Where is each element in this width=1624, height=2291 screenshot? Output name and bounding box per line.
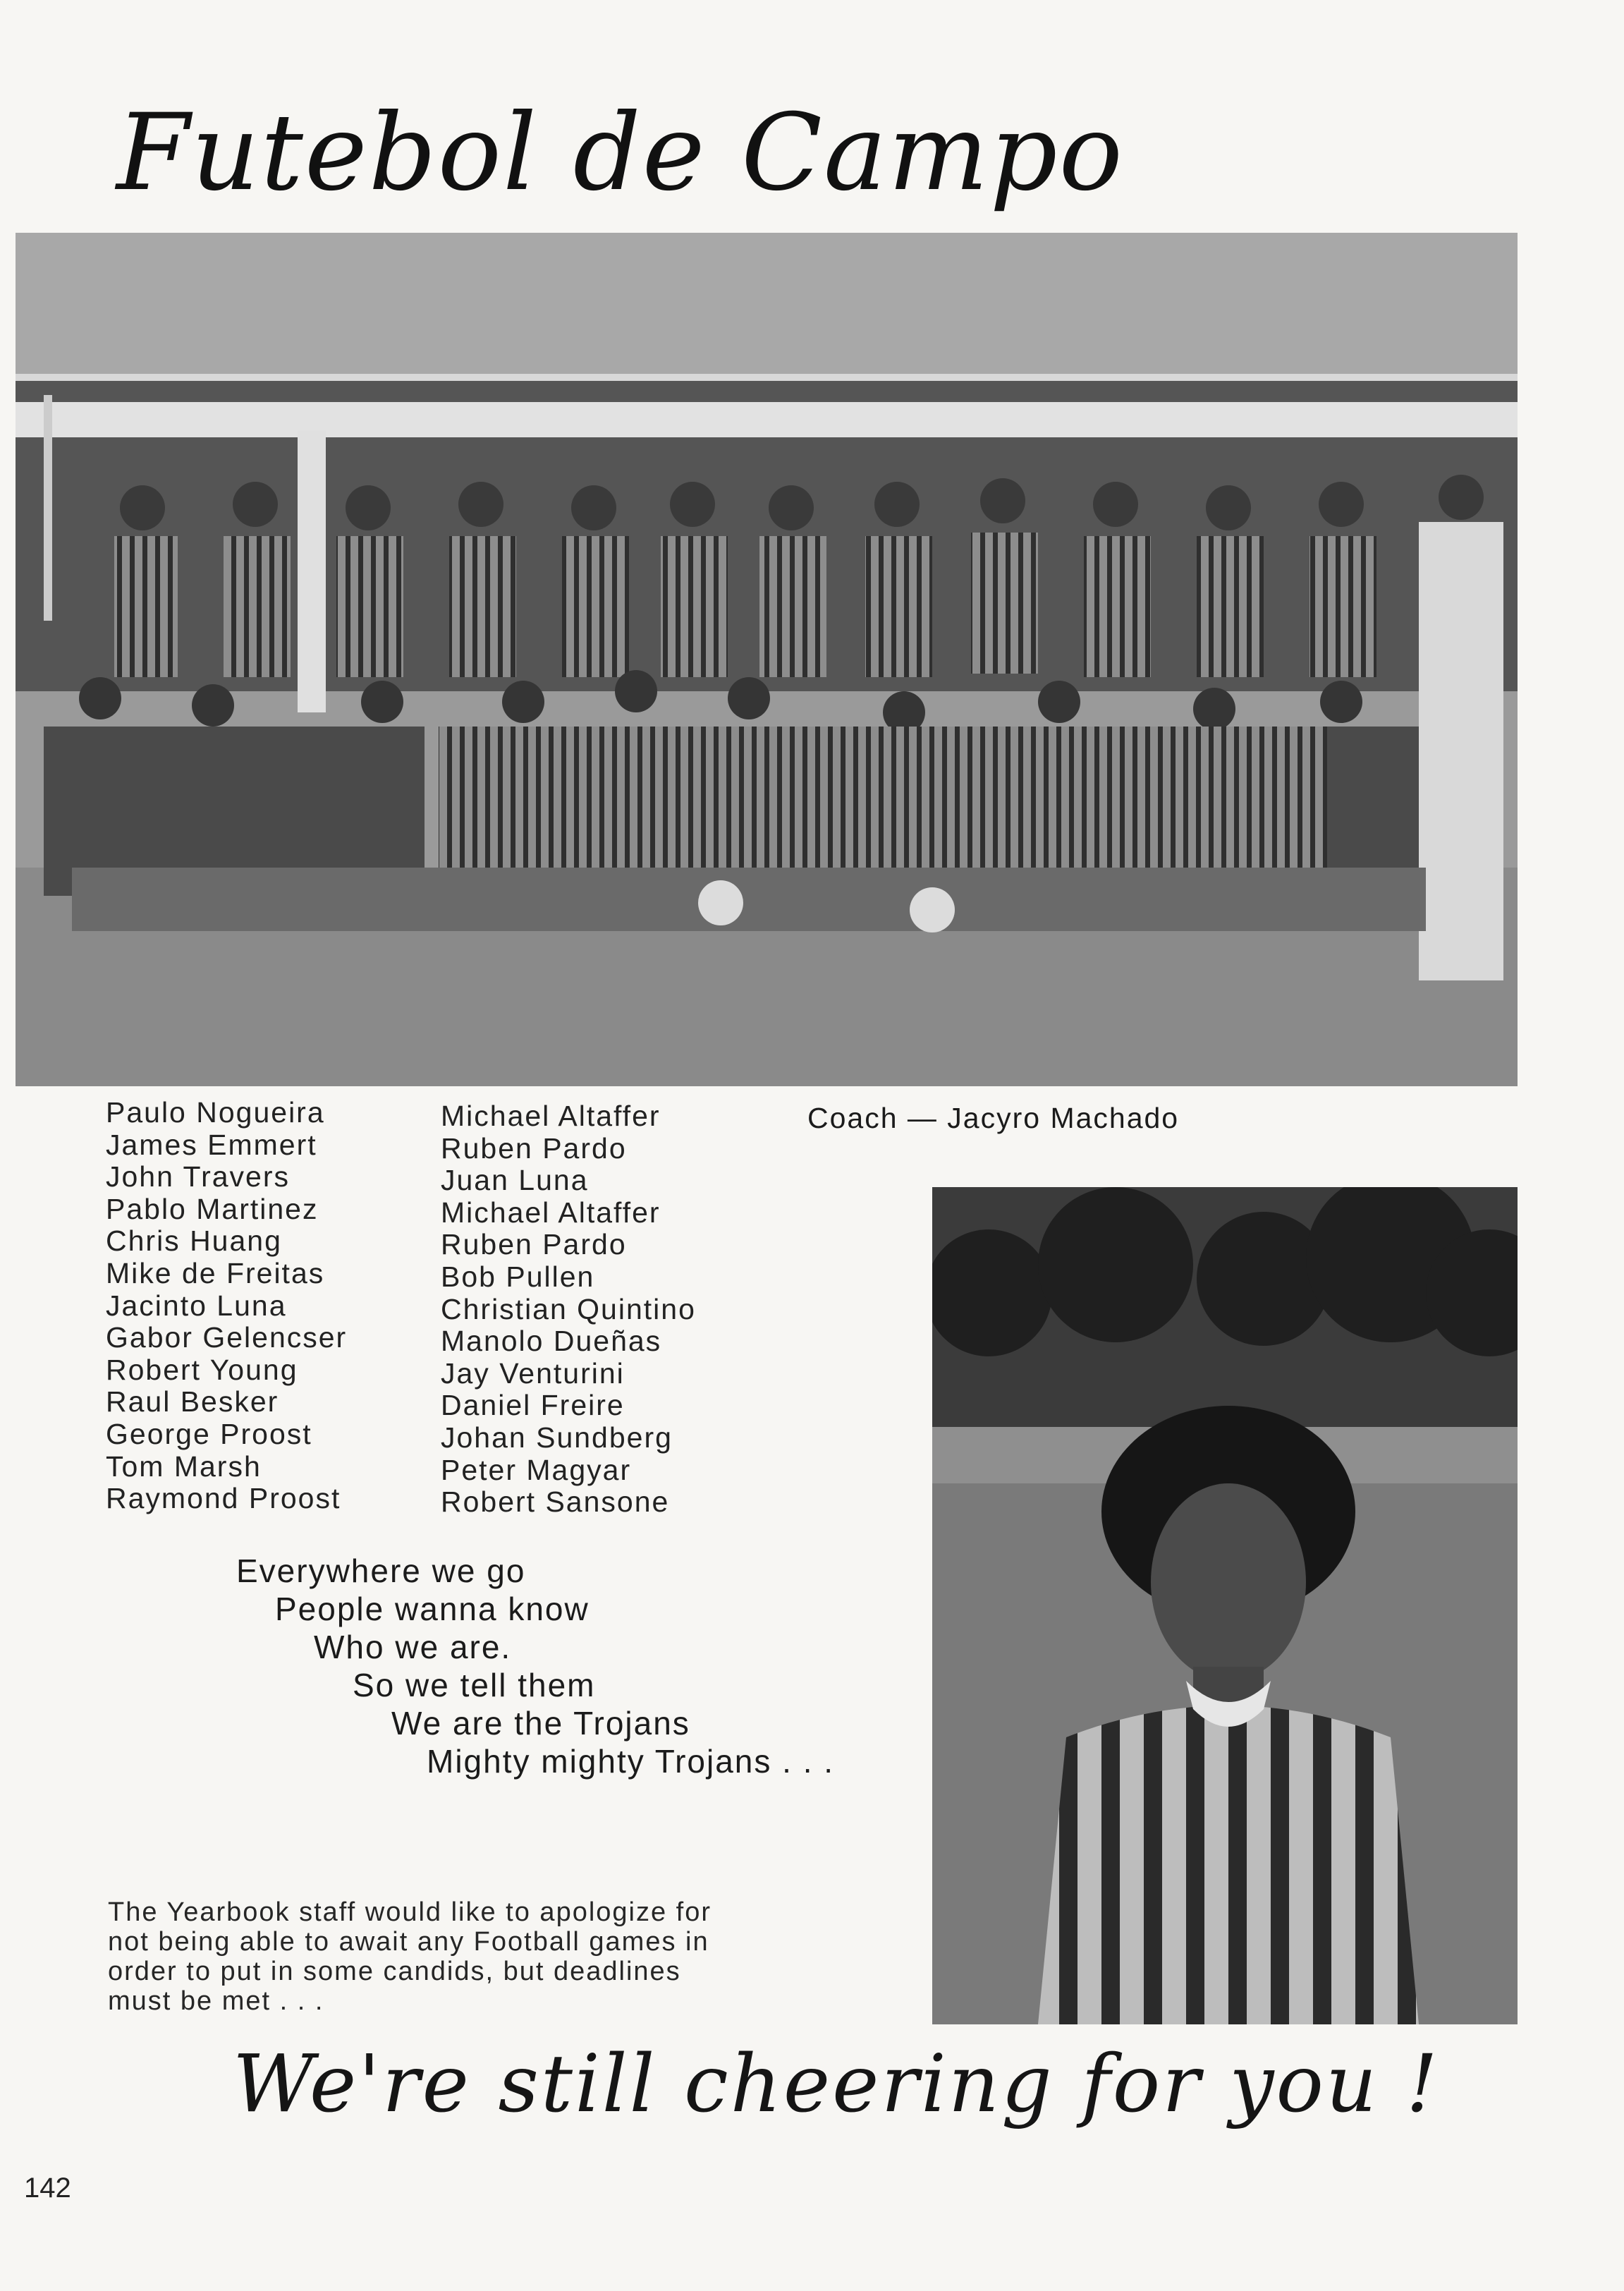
roster-name: Manolo Dueñas (441, 1325, 662, 1358)
roster-name: James Emmert (106, 1128, 317, 1161)
roster-name: Peter Magyar (441, 1453, 632, 1486)
cheer-headline: We're still cheering for you ! (233, 2038, 1440, 2130)
roster-name: Christian Quintino (441, 1292, 696, 1325)
roster-name: Paulo Nogueira (106, 1096, 325, 1129)
yearbook-apology-note (108, 1897, 806, 2016)
coach-credit: Coach — Jacyro Machado (807, 1102, 1180, 1134)
chant-line: Who we are. (314, 1629, 512, 1665)
roster-name: Juan Luna (441, 1164, 589, 1197)
roster-name: Daniel Freire (441, 1389, 625, 1422)
note-line: must be met . . . (108, 1986, 324, 2016)
roster-name: Robert Young (106, 1353, 298, 1386)
roster-name: Jay Venturini (441, 1356, 625, 1390)
roster-name: Tom Marsh (106, 1450, 262, 1483)
roster-name: Bob Pullen (441, 1260, 595, 1293)
chant-line: People wanna know (275, 1591, 590, 1627)
page-title: Futebol de Campo (116, 92, 1124, 214)
roster-name: Raul Besker (106, 1385, 279, 1418)
team-photo (16, 233, 1518, 1086)
chant-line: Everywhere we go (236, 1552, 526, 1589)
roster-name: Robert Sansone (441, 1485, 670, 1519)
roster-name: Michael Altaffer (441, 1100, 661, 1132)
roster-name: John Travers (106, 1160, 290, 1193)
note-line: order to put in some candids, but deadlines (108, 1957, 681, 1986)
page-number: 142 (24, 2172, 71, 2204)
roster-name: Ruben Pardo (441, 1228, 627, 1261)
roster-name: Raymond Proost (106, 1482, 341, 1515)
team-chant (236, 1552, 835, 1780)
note-line: The Yearbook staff would like to apologize for (108, 1897, 712, 1927)
note-line: not being able to await any Football games in (108, 1927, 709, 1957)
roster-name: George Proost (106, 1417, 312, 1450)
roster-name: Pablo Martinez (106, 1192, 319, 1225)
roster-name: Jacinto Luna (106, 1289, 287, 1322)
roster-name: Ruben Pardo (441, 1131, 627, 1165)
roster-name: Chris Huang (106, 1224, 282, 1258)
roster-name: Gabor Gelencser (106, 1321, 348, 1354)
roster-column-2 (441, 1100, 696, 1519)
chant-line: Mighty mighty Trojans . . . (427, 1743, 835, 1780)
roster-column-1 (106, 1097, 347, 1515)
player-portrait-photo (932, 1187, 1518, 2024)
chant-line: We are the Trojans (391, 1705, 690, 1742)
chant-line: So we tell them (353, 1667, 596, 1703)
roster-name: Michael Altaffer (441, 1196, 661, 1229)
roster-name: Mike de Freitas (106, 1256, 325, 1289)
roster-name: Johan Sundberg (441, 1421, 673, 1454)
